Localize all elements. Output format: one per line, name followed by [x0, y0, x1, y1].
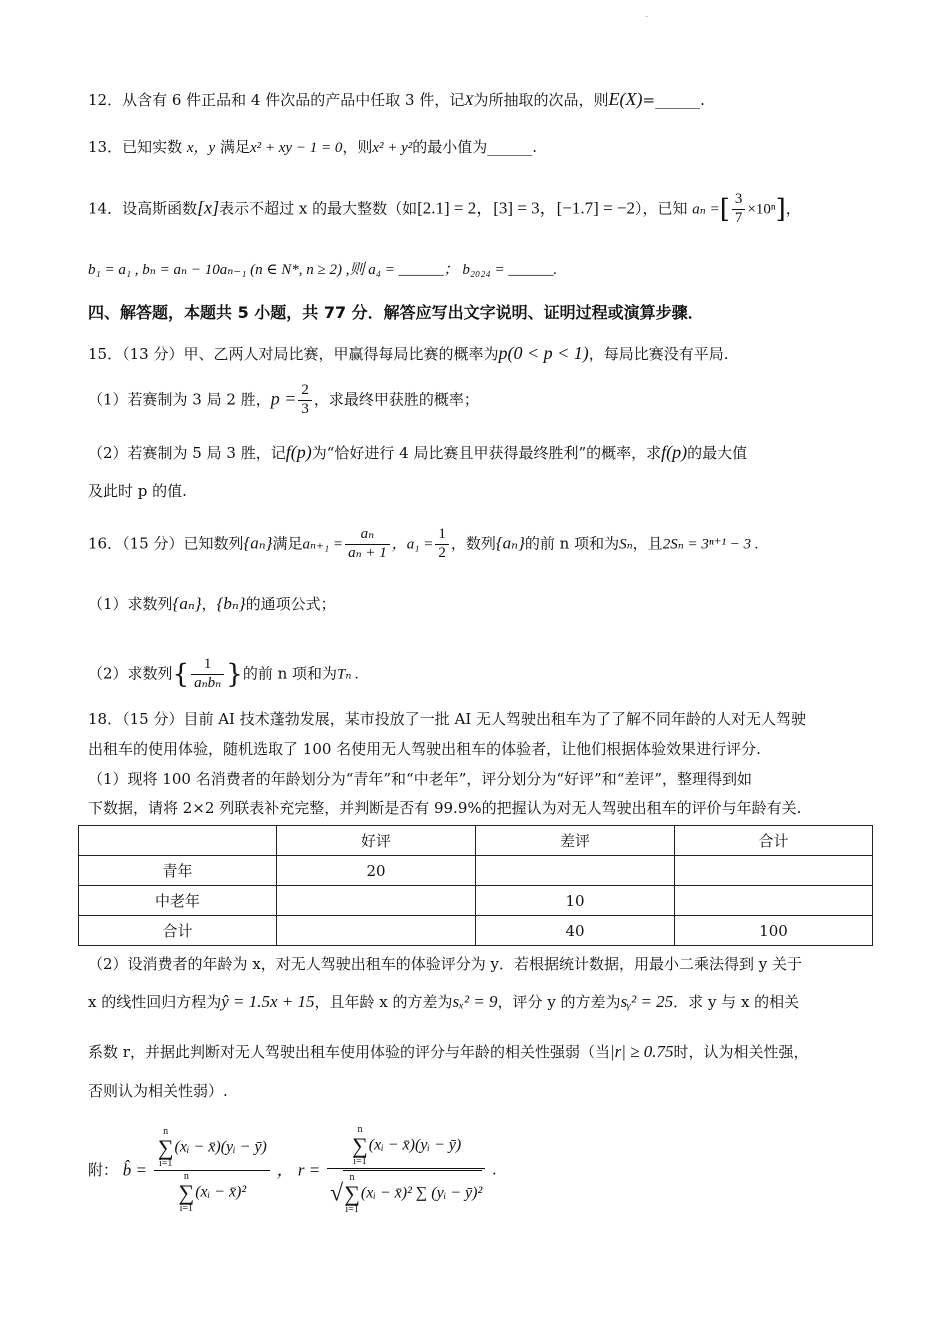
r-fraction: n ∑ i=1(xᵢ − x̄)(yᵢ − ȳ) √n ∑ i=1(xᵢ − x̄)² ∑ (yᵢ − ȳ)² — [327, 1125, 485, 1215]
table-cell: 合计 — [79, 916, 277, 946]
table-header-cell: 好评 — [277, 826, 476, 856]
table-cell — [277, 886, 476, 916]
question-14-line1: 14．设高斯函数[x]表示不超过 x 的最大整数（如[2.1] = 2，[3] = 3，[−1.7] = −2），已知 aₙ =[ $\frac{3}{7}$ ×10ⁿ]， — [88, 191, 801, 226]
question-15-part2: （2）若赛制为 5 局 3 胜，记f(p)为“恰好进行 4 局比赛且甲获得最终胜利”的概率，求f(p)的最大值 — [88, 442, 748, 462]
table-cell — [476, 856, 675, 886]
question-15-part1: （1）若赛制为 3 局 2 胜，p = $\frac{2}{3}$ ，求最终甲获胜的概率； — [88, 382, 479, 417]
appendix-formulas: 附： b̂ = n ∑ i=1(xᵢ − x̄)(yᵢ − ȳ) n ∑ i=1(xᵢ − x̄)² ， r = n ∑ i=1(xᵢ − x̄)(yᵢ − ȳ) √n ∑ i=1(xᵢ − x̄)² ∑ (yᵢ − ȳ)² . — [88, 1124, 497, 1215]
b-hat-fraction: n ∑ i=1(xᵢ − x̄)(yᵢ − ȳ) n ∑ i=1(xᵢ − x̄)² — [154, 1127, 270, 1214]
question-12: 12．从含有 6 件正品和 4 件次品的产品中任取 3 件，记X为所抽取的次品，则E(X)=______. — [88, 89, 705, 109]
question-16-part2: （2）求数列{ $\frac{1}{\text{aₙbₙ}}$ }的前 n 项和为Tₙ . — [88, 656, 359, 691]
table-cell — [675, 886, 873, 916]
contingency-table — [78, 825, 873, 946]
table-cell: 10 — [476, 886, 675, 916]
question-13: 13．已知实数 x，y 满足x² + xy − 1 = 0，则x² + y²的最小值为______. — [88, 138, 538, 156]
table-cell — [277, 916, 476, 946]
question-18-line4: 下数据，请将 2×2 列联表补充完整，并判断是否有 99.9%的把握认为对无人驾驶出租车的评价与年龄有关. — [88, 799, 802, 817]
question-18-part2-line4: 否则认为相关性弱）. — [88, 1082, 228, 1100]
question-18-part2-line3: 系数 r，并据此判断对无人驾驶出租车使用体验的评分与年龄的相关性强弱（当|r| ≥ 0.75时，认为相关性强， — [88, 1042, 809, 1061]
table-header-cell: 差评 — [476, 826, 675, 856]
table-cell: 中老年 — [79, 886, 277, 916]
table-header-row — [79, 826, 873, 856]
table-cell — [675, 856, 873, 886]
question-18-part2-line1: （2）设消费者的年龄为 x，对无人驾驶出租车的体验评分为 y．若根据统计数据，用最小二乘法得到 y 关于 — [88, 955, 803, 973]
question-16-part1: （1）求数列{aₙ}，{bₙ}的通项公式； — [88, 594, 336, 613]
question-18-part2-line2: x 的线性回归方程为ŷ = 1.5x + 15，且年龄 x 的方差为sₓ² = 9，评分 y 的方差为sᵧ² = 25．求 y 与 x 的相关 — [88, 992, 800, 1011]
page-dot: · — [646, 14, 648, 21]
table-row — [79, 856, 873, 886]
question-15-head: 15．（13 分）甲、乙两人对局比赛，甲赢得每局比赛的概率为p(0 < p < 1)，每局比赛没有平局. — [88, 343, 729, 363]
table-row — [79, 886, 873, 916]
question-18-line2: 出租车的使用体验，随机选取了 100 名使用无人驾驶出租车的体验者，让他们根据体验效果进行评分. — [88, 740, 761, 758]
section-4-title: 四、解答题，本题共 5 小题，共 77 分．解答应写出文字说明、证明过程或演算步骤． — [88, 303, 704, 322]
question-15-part2-line2: 及此时 p 的值. — [88, 482, 187, 500]
table-row — [79, 916, 873, 946]
table-header-cell: 合计 — [675, 826, 873, 856]
question-18-line3: （1）现将 100 名消费者的年龄划分为“青年”和“中老年”，评分划分为“好评”和“差评”，整理得到如 — [88, 770, 753, 788]
table-header-cell — [79, 826, 277, 856]
question-18-line1: 18．（15 分）目前 AI 技术蓬勃发展，某市投放了一批 AI 无人驾驶出租车为了了解不同年龄的人对无人驾驶 — [88, 710, 807, 728]
question-14-line2: b₁ = a₁ , bₙ = aₙ − 10aₙ₋₁ (n ∈ N*, n ≥ 2) ,则 a₄ = ______； b₂₀₂₄ = ______. — [88, 262, 558, 278]
question-16-head: 16．（15 分）已知数列{aₙ}满足aₙ₊₁ = $\frac{\text{aₙ}}{\text{aₙ + 1}}$ ，a₁ = $\frac{1}{2}$ ，数列{aₙ}的前 n 项和为Sₙ，且2Sₙ = 3ⁿ⁺¹ − 3 . — [88, 526, 759, 561]
table-cell: 40 — [476, 916, 675, 946]
table-cell: 100 — [675, 916, 873, 946]
table-cell: 青年 — [79, 856, 277, 886]
table-cell: 20 — [277, 856, 476, 886]
